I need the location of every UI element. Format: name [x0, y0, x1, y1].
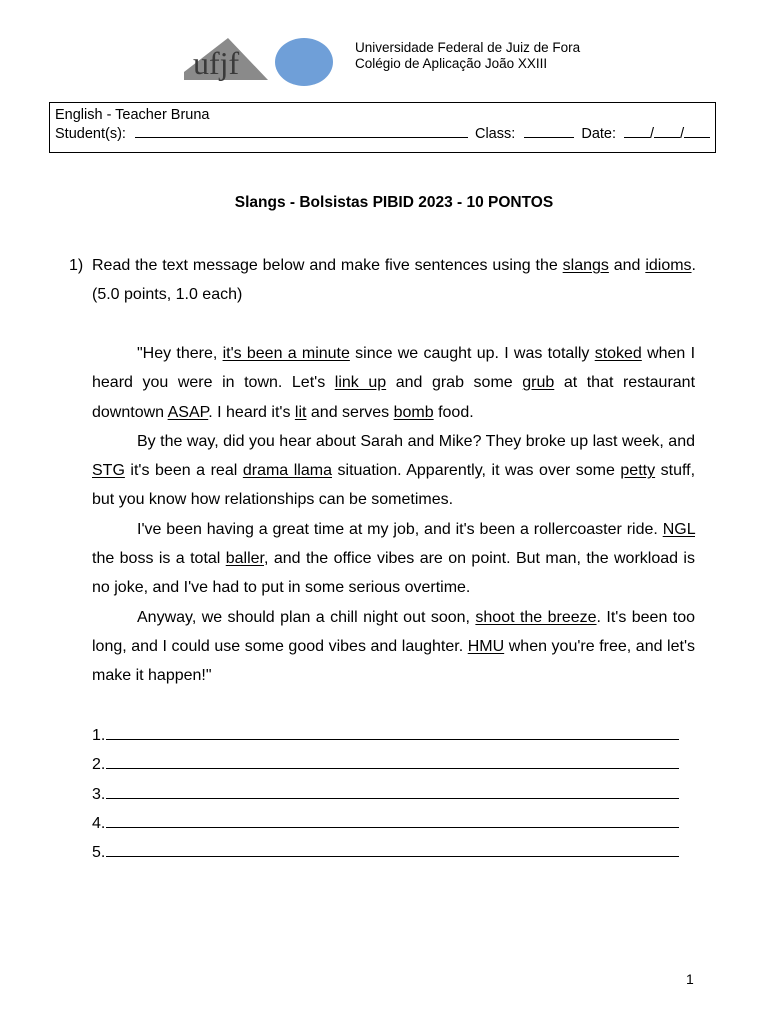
- date-day-blank[interactable]: [624, 124, 650, 138]
- question-text-part: . (5.0 points, 1.0 each): [92, 257, 696, 304]
- passage-text-part: . It's been too long, and I could use some good vibes and laughter.: [92, 608, 695, 655]
- passage-text-part: when I heard you were in town. Let's: [92, 345, 696, 392]
- answer-number: 5.: [92, 844, 106, 862]
- passage-text-part: By the way, did you hear about Sarah and Mike? They broke up last week, and: [137, 432, 695, 450]
- passage-text-part: and grab some: [386, 374, 523, 392]
- date-month-blank[interactable]: [654, 124, 680, 138]
- answer-row: [92, 838, 679, 867]
- underlined-term: slangs: [562, 257, 609, 274]
- passage-text-part: it's been a real: [124, 462, 243, 480]
- slang-term: lit: [294, 403, 307, 421]
- answer-blank[interactable]: [106, 752, 679, 769]
- answer-lines: [92, 721, 679, 867]
- slang-term: baller: [225, 550, 264, 568]
- answer-blank[interactable]: [106, 723, 679, 740]
- university-name: Universidade Federal de Juiz de Fora: [355, 40, 581, 55]
- passage-text-part: and serves: [306, 403, 394, 421]
- question-text-part: Read the text message below and make five sentences using the: [92, 257, 563, 274]
- passage-text-part: at that restaurant downtown: [92, 374, 696, 421]
- slang-term: drama llama: [242, 462, 332, 480]
- answer-row: [92, 809, 679, 838]
- slang-term: it's been a minute: [222, 345, 350, 362]
- class-label: Class:: [474, 126, 516, 142]
- slang-term: link up: [334, 374, 387, 392]
- slang-term: bomb: [393, 403, 434, 421]
- student-line: [55, 124, 709, 143]
- text-message-passage: [92, 339, 695, 691]
- passage-text-part: . I heard it's: [208, 403, 295, 421]
- slang-term: grub: [522, 374, 555, 392]
- answer-number: 2.: [92, 756, 106, 774]
- passage-text-part: the boss is a total: [92, 550, 226, 568]
- college-name: Colégio de Aplicação João XXIII: [355, 56, 548, 71]
- page-title: Slangs - Bolsistas PIBID 2023 - 10 PONTOS: [234, 194, 554, 211]
- passage-paragraph-1: [92, 339, 695, 427]
- answer-blank[interactable]: [106, 811, 679, 828]
- question-number: 1): [69, 257, 84, 274]
- slang-term: HMU: [467, 637, 505, 655]
- student-info-box: [49, 102, 716, 153]
- ufjf-logo: [184, 36, 336, 90]
- question-text-part: and: [608, 257, 646, 274]
- class-blank[interactable]: [524, 124, 574, 138]
- passage-text-part: since we caught up. I was totally: [349, 345, 595, 362]
- passage-text-part: when you're free, and let's make it happen!": [92, 637, 696, 685]
- slang-term: STG: [92, 462, 125, 480]
- answer-blank[interactable]: [106, 782, 679, 799]
- student-label: Student(s):: [55, 126, 126, 142]
- passage-paragraph-2: [92, 427, 695, 515]
- answer-number: 3.: [92, 785, 106, 803]
- passage-text-part: I've been having a great time at my job, and it's been a rollercoaster ride.: [137, 520, 663, 538]
- passage-text-part: Anyway, we should plan a chill night out soon,: [137, 608, 476, 626]
- passage-text-part: , and the office vibes are on point. But man, the workload is no joke, and I've had to put in some serious overtime.: [92, 550, 695, 597]
- passage-text-part: stuff, but you know how relationships can be sometimes.: [92, 462, 696, 509]
- passage-text-part: situation. Apparently, it was over some: [331, 462, 621, 480]
- passage-text-part: "Hey there,: [137, 345, 223, 362]
- date-separator: /: [650, 126, 655, 142]
- passage-text-part: food.: [433, 403, 474, 421]
- question-text: [92, 251, 696, 310]
- date-year-blank[interactable]: [684, 124, 710, 138]
- slang-term: shoot the breeze: [475, 608, 597, 626]
- slang-term: petty: [620, 462, 656, 480]
- student-name-blank[interactable]: [135, 124, 468, 138]
- slang-term: NGL: [662, 520, 695, 538]
- date-label: Date:: [581, 126, 617, 142]
- answer-number: 1.: [92, 727, 106, 744]
- slang-term: ASAP: [167, 403, 209, 421]
- answer-row: [92, 780, 679, 809]
- logo-circle: [275, 38, 333, 86]
- page-number: 1: [686, 971, 694, 987]
- logo-text: ufjf: [193, 45, 240, 81]
- passage-paragraph-4: [92, 603, 695, 691]
- answer-row: [92, 750, 679, 779]
- date-separator: /: [680, 126, 685, 142]
- teacher-line: English - Teacher Bruna: [55, 107, 210, 123]
- answer-blank[interactable]: [106, 840, 679, 857]
- passage-paragraph-3: [92, 515, 695, 603]
- question-1: [69, 251, 696, 310]
- institution-block: [355, 40, 580, 72]
- underlined-term: idioms: [645, 257, 692, 274]
- answer-number: 4.: [92, 814, 106, 832]
- slang-term: stoked: [594, 345, 642, 362]
- answer-row: [92, 721, 679, 750]
